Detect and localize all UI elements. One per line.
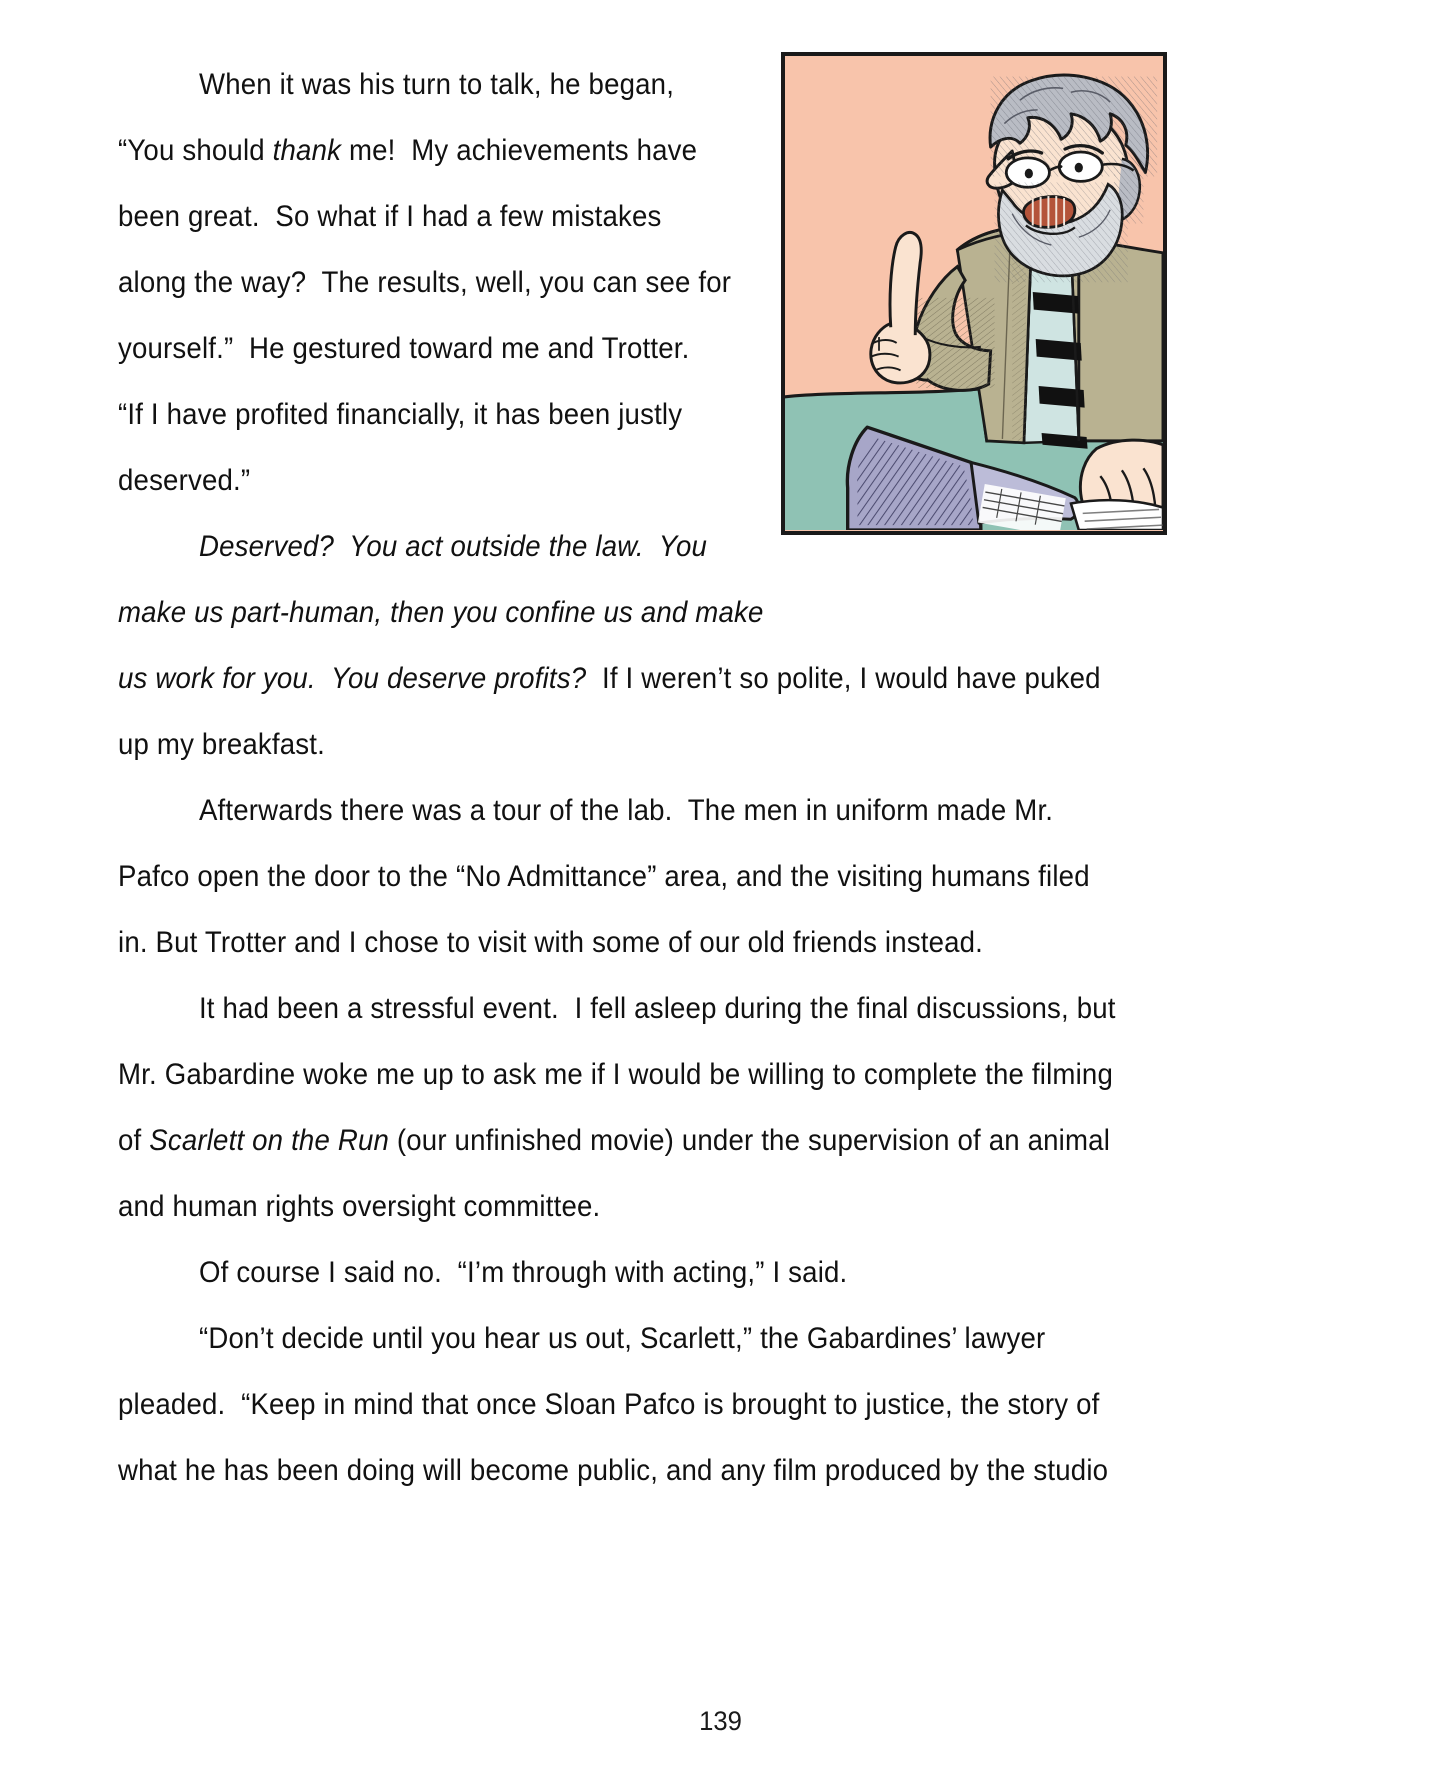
italic-run: Deserved? You act outside the law. You — [198, 530, 708, 563]
text-line — [118, 910, 1066, 976]
text-line — [118, 646, 1101, 712]
text-run: Pafco open the door to the “No Admittance” area, and the visiting humans filed — [118, 860, 1090, 893]
text-line — [118, 1108, 1111, 1174]
text-run: It had been a stressful event. I fell asleep during the final discussions, but — [198, 992, 1116, 1025]
italic-run: us work for you. You deserve profits? — [118, 662, 587, 695]
text-line — [118, 778, 1066, 844]
page-number — [0, 1706, 1442, 1737]
text-run: Of course I said no. “I’m through with acting,” I said. — [198, 1256, 848, 1289]
text-line — [118, 514, 1066, 580]
text-run: Afterwards there was a tour of the lab. The men in uniform made Mr. — [198, 794, 1054, 827]
text-line — [118, 976, 1116, 1042]
text-run: in. But Trotter and I chose to visit with some of our old friends instead. — [118, 926, 984, 959]
text-run: of — [118, 1124, 150, 1157]
text-lines — [118, 52, 1148, 1504]
text-line — [118, 1240, 1066, 1306]
text-line — [118, 1438, 1109, 1504]
text-line — [118, 448, 1066, 514]
text-run: up my breakfast. — [118, 728, 325, 761]
text-run: and human rights oversight committee. — [118, 1190, 601, 1223]
text-run: what he has been doing will become public, and any film produced by the studio — [118, 1454, 1109, 1487]
text-line — [118, 712, 1066, 778]
page-number-value: 139 — [699, 1706, 743, 1736]
text-run: yourself.” He gestured toward me and Trotter. — [118, 332, 690, 365]
text-run: “If I have profited financially, it has been justly — [118, 398, 683, 431]
text-line — [118, 316, 1066, 382]
text-run: been great. So what if I had a few mistakes — [118, 200, 662, 233]
text-line — [118, 1372, 1100, 1438]
text-line — [118, 250, 1066, 316]
text-run: When it was his turn to talk, he began, — [198, 68, 675, 101]
text-line — [118, 580, 1066, 646]
text-line — [118, 382, 1066, 448]
text-line — [118, 52, 1066, 118]
italic-run: Scarlett on the Run — [149, 1124, 390, 1157]
text-line — [118, 844, 1090, 910]
text-line — [118, 1042, 1113, 1108]
text-line — [118, 118, 1066, 184]
text-line — [118, 184, 1066, 250]
text-run: pleaded. “Keep in mind that once Sloan Pafco is brought to justice, the story of — [118, 1388, 1100, 1421]
text-run: deserved.” — [118, 464, 251, 497]
text-run: “You should — [118, 134, 273, 167]
text-run: Mr. Gabardine woke me up to ask me if I would be willing to complete the filming — [118, 1058, 1113, 1091]
italic-run: make us part-human, then you confine us and make — [118, 596, 764, 629]
text-run: “Don’t decide until you hear us out, Scarlett,” the Gabardines’ lawyer — [198, 1322, 1046, 1355]
text-line — [118, 1306, 1066, 1372]
text-run: me! My achievements have — [341, 134, 698, 167]
italic-run: thank — [272, 134, 342, 167]
text-run: (our unfinished movie) under the supervision of an animal — [389, 1124, 1111, 1157]
text-run: along the way? The results, well, you can see for — [118, 266, 732, 299]
text-line — [118, 1174, 1066, 1240]
body-text — [118, 52, 1148, 1504]
text-run: If I weren’t so polite, I would have puked — [586, 662, 1101, 695]
